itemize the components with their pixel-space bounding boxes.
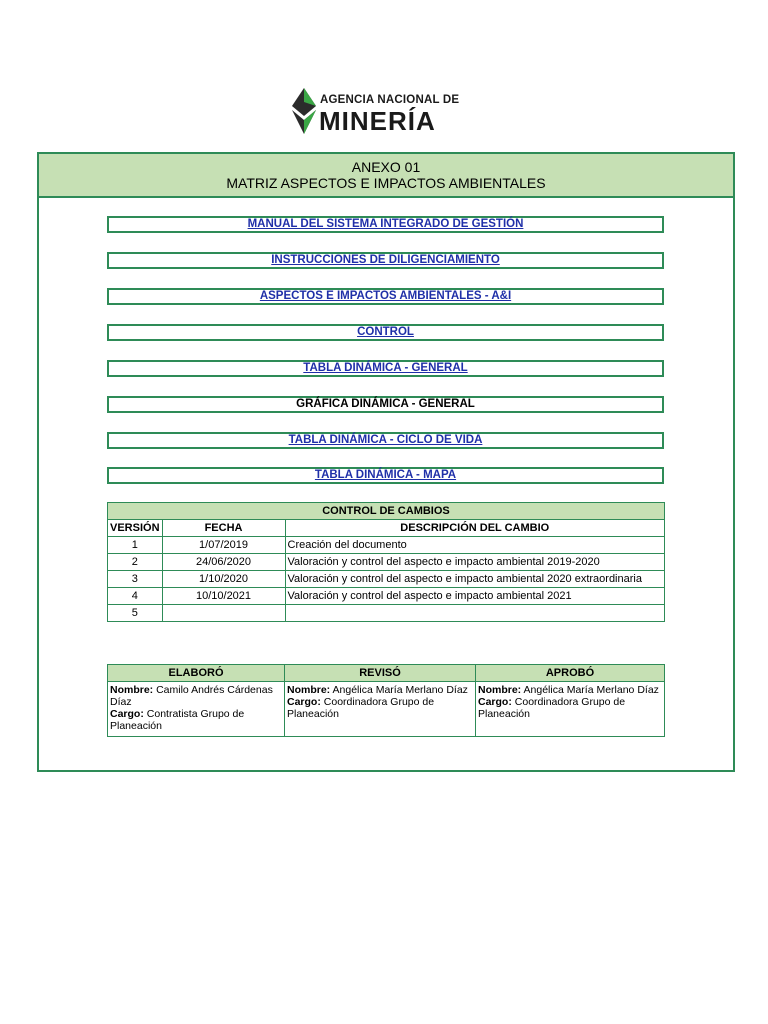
link-tabla-ciclo-vida[interactable] (107, 432, 664, 449)
title-band (39, 154, 733, 198)
col-version: VERSIÓN (108, 520, 163, 537)
changes-table (107, 502, 665, 622)
link-manual-sig-text[interactable]: MANUAL DEL SISTEMA INTEGRADO DE GESTIÓN (247, 218, 524, 230)
row-description: Valoración y control del aspecto e impacto ambiental 2019-2020 (285, 554, 664, 571)
signature-aprobo (476, 682, 665, 737)
role-label: Cargo: (110, 708, 144, 720)
annex-frame (37, 152, 735, 772)
signer-role: Coordinadora Grupo de Planeación (478, 696, 626, 720)
role-label: Cargo: (478, 696, 512, 708)
row-version: 3 (108, 571, 163, 588)
link-tabla-mapa[interactable] (107, 467, 664, 484)
signer-name: Camilo Andrés Cárdenas Díaz (110, 684, 273, 708)
row-description (285, 605, 664, 622)
diamond-logo-icon (290, 86, 318, 136)
role-label: Cargo: (287, 696, 321, 708)
heading-aprobo: APROBÓ (476, 665, 665, 682)
signature-reviso (285, 682, 476, 737)
table-row (108, 588, 665, 605)
name-label: Nombre: (287, 684, 331, 696)
link-control-text[interactable]: CONTROL (357, 326, 414, 338)
name-label: Nombre: (478, 684, 522, 696)
row-date: 10/10/2021 (162, 588, 285, 605)
col-descripcion: DESCRIPCIÓN DEL CAMBIO (285, 520, 664, 537)
signer-name: Angélica María Merlano Díaz (332, 684, 468, 696)
link-aspectos-impactos[interactable] (107, 288, 664, 305)
table-row (108, 554, 665, 571)
row-description: Valoración y control del aspecto e impacto ambiental 2021 (285, 588, 664, 605)
table-row (108, 537, 665, 554)
changes-title: CONTROL DE CAMBIOS (108, 503, 665, 520)
link-instrucciones-text[interactable]: INSTRUCCIONES DE DILIGENCIAMIENTO (271, 254, 500, 266)
heading-reviso: REVISÓ (285, 665, 476, 682)
name-label: Nombre: (110, 684, 154, 696)
link-aspectos-impactos-text[interactable]: ASPECTOS E IMPACTOS AMBIENTALES - A&I (259, 290, 512, 302)
page-title: MATRIZ ASPECTOS E IMPACTOS AMBIENTALES (226, 175, 546, 191)
link-manual-sig[interactable] (107, 216, 664, 233)
signatures-table (107, 664, 665, 737)
row-description: Creación del documento (285, 537, 664, 554)
logo-line2: MINERÍA (319, 106, 436, 136)
grafica-general-text: GRÁFICA DINÁMICA - GENERAL (296, 398, 475, 410)
col-fecha: FECHA (162, 520, 285, 537)
row-version: 5 (108, 605, 163, 622)
link-instrucciones[interactable] (107, 252, 664, 269)
table-row (108, 605, 665, 622)
grafica-general-box (107, 396, 664, 413)
row-date: 1/10/2020 (162, 571, 285, 588)
row-description: Valoración y control del aspecto e impacto ambiental 2020 extraordinaria (285, 571, 664, 588)
signer-role: Coordinadora Grupo de Planeación (287, 696, 435, 720)
table-row (108, 571, 665, 588)
annex-label: ANEXO 01 (351, 159, 421, 175)
link-tabla-general[interactable] (107, 360, 664, 377)
row-date (162, 605, 285, 622)
row-version: 2 (108, 554, 163, 571)
signer-name: Angélica María Merlano Díaz (523, 684, 659, 696)
signer-role: Contratista Grupo de Planeación (110, 708, 245, 732)
row-version: 1 (108, 537, 163, 554)
link-tabla-ciclo-vida-text[interactable]: TABLA DINÁMICA - CICLO DE VIDA (288, 434, 483, 446)
link-control[interactable] (107, 324, 664, 341)
signature-elaboro (108, 682, 285, 737)
row-date: 1/07/2019 (162, 537, 285, 554)
logo-line1: AGENCIA NACIONAL DE (320, 94, 460, 106)
link-tabla-mapa-text[interactable]: TABLA DINÁMICA - MAPA (314, 469, 457, 481)
row-version: 4 (108, 588, 163, 605)
agency-logo (290, 86, 460, 138)
heading-elaboro: ELABORÓ (108, 665, 285, 682)
row-date: 24/06/2020 (162, 554, 285, 571)
link-tabla-general-text[interactable]: TABLA DINÁMICA - GENERAL (303, 362, 468, 374)
